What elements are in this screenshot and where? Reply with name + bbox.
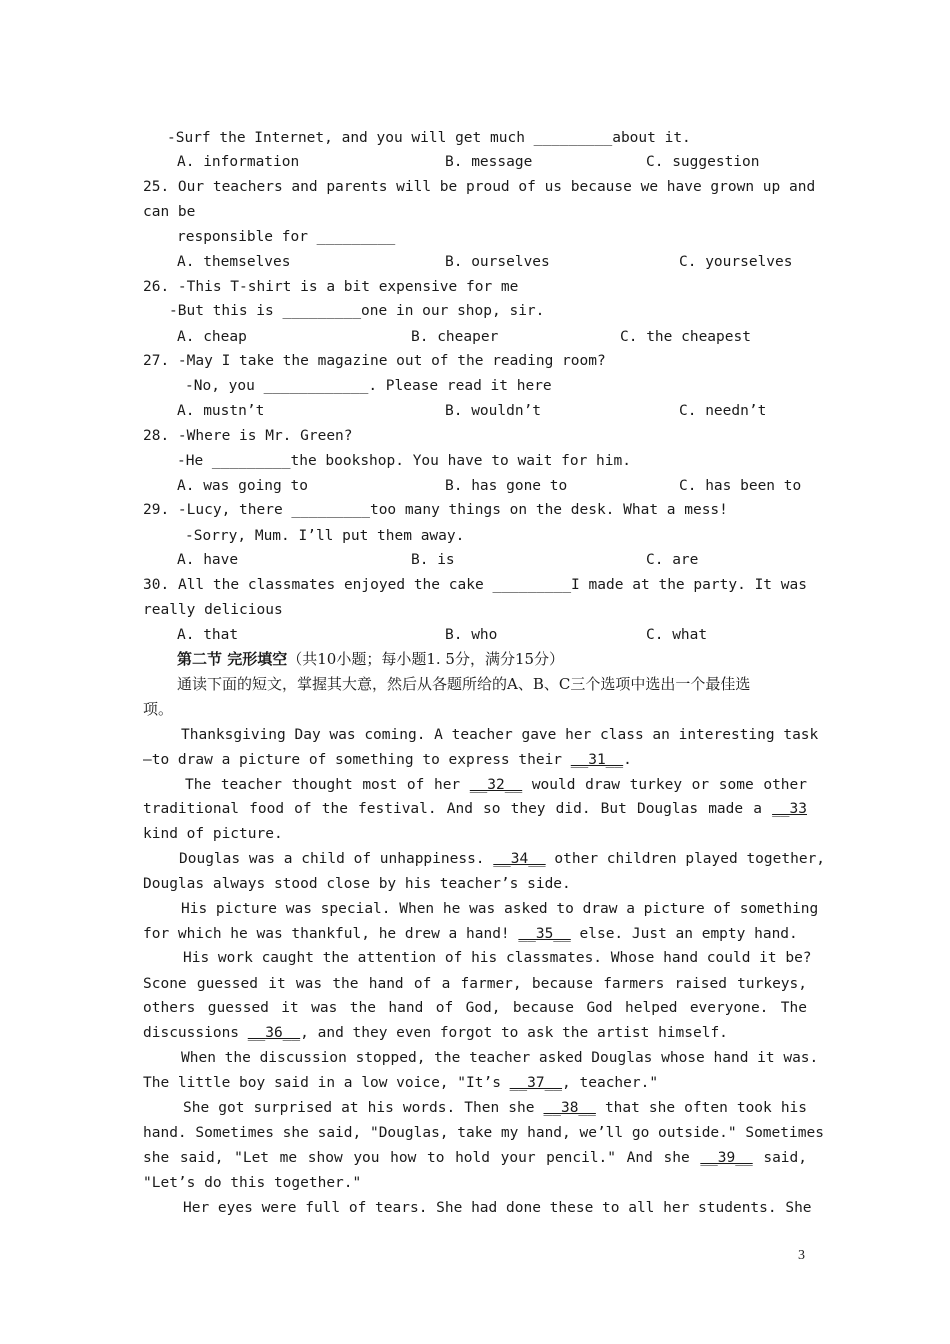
q24-option-c: C. suggestion (646, 154, 760, 170)
passage-p2-line-2: traditional food of the festival. And so they did. But Douglas made a __33 (143, 801, 807, 817)
q30-option-a: A. that (177, 627, 239, 643)
q30-option-b: B. who (445, 627, 498, 643)
q27-line-1: 27. -May I take the magazine out of the reading room? (143, 353, 606, 369)
q30-line-2: really delicious (143, 602, 283, 618)
passage-p8-line-1: Her eyes were full of tears. She had done these to all her students. She (183, 1200, 812, 1216)
passage-p4-line-2: for which he was thankful, he drew a hand! __35__ else. Just an empty hand. (143, 926, 798, 942)
q25-option-c: C. yourselves (679, 254, 793, 270)
passage-p7-line-1: She got surprised at his words. Then she __38__ that she often took his (183, 1100, 808, 1116)
q28-option-b: B. has gone to (445, 478, 568, 494)
q27-option-a: A. mustn’t (177, 403, 265, 419)
page-number: 3 (798, 1248, 805, 1263)
passage-p1-line-2: —to draw a picture of something to express their __31__. (143, 752, 632, 768)
passage-p2-line-3: kind of picture. (143, 826, 283, 842)
blank-32[interactable]: __32__ (469, 777, 523, 793)
q28-option-c: C. has been to (679, 478, 802, 494)
q28-line-2: -He _________the bookshop. You have to wait for him. (177, 453, 631, 469)
passage-p6-line-2: The little boy said in a low voice, "It’s __37__, teacher." (143, 1075, 659, 1091)
q24-line: -Surf the Internet, and you will get much _________about it. (167, 130, 691, 146)
q26-line-1: 26. -This T-shirt is a bit expensive for me (143, 279, 519, 295)
q26-option-b: B. cheaper (411, 329, 499, 345)
q27-line-2: -No, you ____________. Please read it here (185, 378, 552, 394)
q27-option-b: B. wouldn’t (445, 403, 542, 419)
passage-p2-line-1: The teacher thought most of her __32__ would draw turkey or some other (185, 777, 807, 793)
section-heading-scoring: （共10小题；每小题1. 5分，满分15分） (287, 650, 565, 668)
q28-option-a: A. was going to (177, 478, 308, 494)
q26-option-a: A. cheap (177, 329, 247, 345)
passage-p3-line-2: Douglas always stood close by his teacher’s side. (143, 876, 571, 892)
blank-37[interactable]: __37__ (509, 1075, 563, 1091)
passage-p6-line-1: When the discussion stopped, the teacher asked Douglas whose hand it was. (181, 1050, 819, 1066)
q24-option-a: A. information (177, 154, 300, 170)
section-heading-title: 第二节 完形填空 (177, 650, 288, 668)
blank-36[interactable]: __36__ (247, 1025, 301, 1041)
blank-35[interactable]: __35__ (518, 926, 571, 942)
passage-p7-line-2: hand. Sometimes she said, "Douglas, take my hand, we’ll go outside." Sometimes (143, 1125, 824, 1141)
blank-39[interactable]: __39__ (700, 1150, 753, 1166)
passage-p5-line-3: others guessed it was the hand of God, because God helped everyone. The (143, 1000, 807, 1016)
passage-p7-line-3: she said, "Let me show you how to hold your pencil." And she __39__ said, (143, 1150, 807, 1166)
passage-p1-line-1: Thanksgiving Day was coming. A teacher gave her class an interesting task (181, 727, 819, 743)
passage-p5-line-4: discussions __36__, and they even forgot to ask the artist himself. (143, 1025, 728, 1041)
blank-38[interactable]: __38__ (543, 1100, 596, 1116)
q29-option-a: A. have (177, 552, 239, 568)
passage-p5-line-1: His work caught the attention of his classmates. Whose hand could it be? (183, 950, 812, 966)
q29-line-2: -Sorry, Mum. I’ll put them away. (185, 528, 465, 544)
passage-p3-line-1: Douglas was a child of unhappiness. __34__ other children played together, (179, 851, 826, 867)
q25-option-a: A. themselves (177, 254, 291, 270)
q24-option-b: B. message (445, 154, 533, 170)
q25-line-1: 25. Our teachers and parents will be proud of us because we have grown up and (143, 179, 816, 195)
blank-34[interactable]: __34__ (493, 851, 546, 867)
q30-line-1: 30. All the classmates enjoyed the cake _________I made at the party. It was (143, 577, 807, 593)
section-heading (177, 649, 841, 669)
passage-p4-line-1: His picture was special. When he was asked to draw a picture of something (181, 901, 819, 917)
section-instructions-line-1: 通读下面的短文，掌握其大意，然后从各题所给的A、B、C三个选项中选出一个最佳选 (177, 675, 751, 693)
q29-option-b: B. is (411, 552, 455, 568)
q30-option-c: C. what (646, 627, 708, 643)
passage-p7-line-4: "Let’s do this together." (143, 1175, 362, 1191)
q25-line-3: responsible for _________ (177, 229, 396, 245)
q26-line-2: -But this is _________one in our shop, sir. (169, 303, 545, 319)
q26-option-c: C. the cheapest (620, 329, 751, 345)
q25-option-b: B. ourselves (445, 254, 550, 270)
q28-line-1: 28. -Where is Mr. Green? (143, 428, 353, 444)
q25-line-2: can be (143, 204, 196, 220)
blank-33[interactable]: __33 (772, 801, 807, 817)
q27-option-c: C. needn’t (679, 403, 767, 419)
section-instructions-line-2: 项。 (143, 700, 174, 718)
q29-line-1: 29. -Lucy, there _________too many things on the desk. What a mess! (143, 502, 728, 518)
q29-option-c: C. are (646, 552, 699, 568)
passage-p5-line-2: Scone guessed it was the hand of a farmer, because farmers raised turkeys, (143, 976, 807, 992)
blank-31[interactable]: __31__ (570, 752, 624, 768)
